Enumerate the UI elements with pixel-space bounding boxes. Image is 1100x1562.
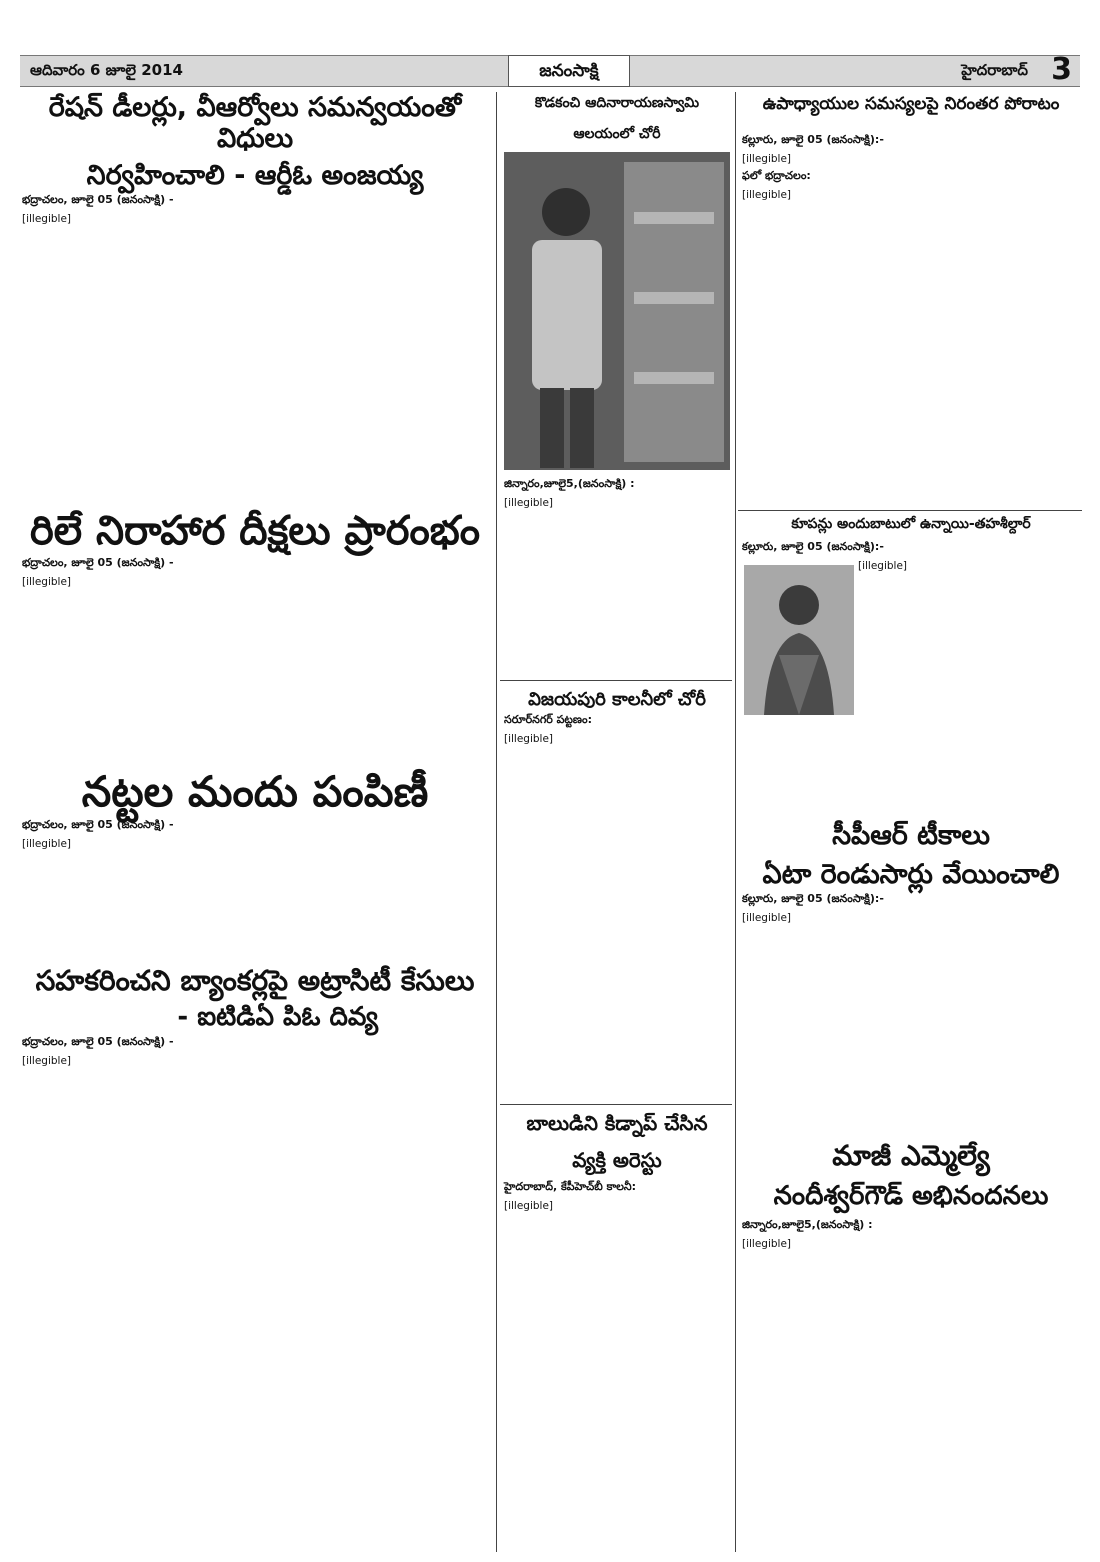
story-cpr-vaccines — [742, 820, 1080, 926]
headline-byline: - ఐటిడిఏ పిఓ దివ్య — [177, 1002, 378, 1033]
tahsildar-photo — [744, 565, 854, 715]
headline: నట్టల మందు పంపిణీ — [81, 767, 429, 816]
section-divider — [738, 510, 1082, 511]
headline: ఏటా రెండుసార్లు వేయించాలి — [762, 859, 1060, 891]
story-body: [illegible] — [22, 838, 72, 851]
dateline: జిన్నారం,జూలై5,(జనంసాక్షి) : — [504, 477, 635, 490]
story-atrocity-cases — [22, 965, 488, 1069]
dateline: భద్రాచలం, జూలై 05 (జనంసాక్షి) - — [22, 556, 174, 569]
headline: సీపీఆర్ టీకాలు — [832, 820, 990, 851]
photo-image — [504, 152, 730, 470]
dateline: భద్రాచలం, జూలై 05 (జనంసాక్షి) - — [22, 193, 174, 207]
dateline: సరూర్‌నగర్ పట్టణం: — [504, 712, 592, 726]
subhead: ఫలో భద్రాచలం: — [742, 168, 811, 182]
story-relay-hunger-strike — [22, 508, 488, 590]
temple-theft-photo — [504, 152, 730, 470]
story-vijayapuri-theft — [504, 690, 730, 747]
page-number: 3 — [1051, 52, 1072, 87]
story-body: [illegible] — [504, 497, 554, 509]
dateline: హైదరాబాద్, కేపీహెచ్‌బీ కాలనీ: — [504, 1180, 637, 1193]
story-kidnap-arrest — [504, 1112, 730, 1214]
headline: బాలుడిని కిడ్నాప్ చేసిన — [526, 1111, 708, 1135]
headline: కూపన్లు అందుబాటులో ఉన్నాయి-తహశీల్దార్ — [791, 516, 1031, 532]
headline: రిలే నిరాహార దీక్షలు ప్రారంభం — [29, 508, 481, 554]
story-coupons-available — [742, 516, 1080, 535]
story-coupons-body — [742, 538, 1080, 574]
dateline: కల్లూరు, జూలై 05 (జనంసాక్షి):- — [742, 540, 884, 553]
story-body: [illegible] — [504, 1200, 554, 1212]
story-body: [illegible] — [504, 732, 554, 745]
story-temple-theft-body — [504, 475, 730, 511]
dateline: జిన్నారం,జూలై5,(జనంసాక్షి) : — [742, 1218, 873, 1232]
newspaper-logo: జనంసాక్షి — [508, 55, 630, 87]
story-body: [illegible] — [742, 1238, 792, 1251]
photo-image — [744, 565, 854, 715]
story-former-mla — [742, 1140, 1080, 1252]
story-body: [illegible] — [22, 1055, 72, 1068]
edition-city: హైదరాబాద్ — [961, 61, 1028, 79]
dateline: కల్లూరు, జూలై 05 (జనంసాక్షి):- — [742, 132, 884, 146]
section-divider — [500, 1104, 732, 1105]
dateline: భద్రాచలం, జూలై 05 (జనంసాక్షి) - — [22, 818, 174, 832]
column-divider — [735, 92, 736, 1552]
headline: మాజీ ఎమ్మెల్యే — [832, 1139, 990, 1172]
masthead — [20, 52, 1080, 87]
headline: ఉపాధ్యాయుల సమస్యలపై నిరంతర పోరాటం — [762, 94, 1060, 114]
headline: వ్యక్తి అరెస్టు — [572, 1148, 662, 1172]
story-body: [illegible] — [22, 576, 72, 588]
column-divider — [496, 92, 497, 1552]
headline: నందీశ్వర్‌గౌడ్ అభినందనలు — [773, 1181, 1049, 1212]
story-body: [illegible] — [22, 213, 72, 226]
headline: ఆలయంలో చోరీ — [573, 126, 661, 142]
dateline: కల్లూరు, జూలై 05 (జనంసాక్షి):- — [742, 892, 884, 906]
story-deworming — [22, 768, 488, 853]
headline: కొడకంచి ఆదినారాయణస్వామి — [534, 95, 700, 111]
story-body: [illegible] — [742, 152, 792, 165]
headline: సహకరించని బ్యాంకర్లపై అట్రాసిటీ కేసులు — [35, 964, 475, 997]
story-body: [illegible] — [742, 912, 792, 925]
story-temple-theft — [504, 95, 730, 145]
story-ration-dealers — [22, 92, 488, 227]
headline: రేషన్ డీలర్లు, వీఆర్వోలు సమన్వయంతో విధులు — [48, 92, 462, 155]
section-divider — [500, 680, 732, 681]
dateline: భద్రాచలం, జూలై 05 (జనంసాక్షి) - — [22, 1035, 174, 1049]
story-body: [illegible] — [742, 188, 792, 201]
issue-date: ఆదివారం 6 జూలై 2014 — [30, 61, 183, 79]
story-teachers-struggle — [742, 95, 1080, 203]
headline: విజయపురి కాలనీలో చోరీ — [528, 689, 706, 710]
headline: నిర్వహించాలి - ఆర్డీఓ అంజయ్య — [86, 160, 424, 192]
story-body: [illegible] — [858, 560, 908, 572]
